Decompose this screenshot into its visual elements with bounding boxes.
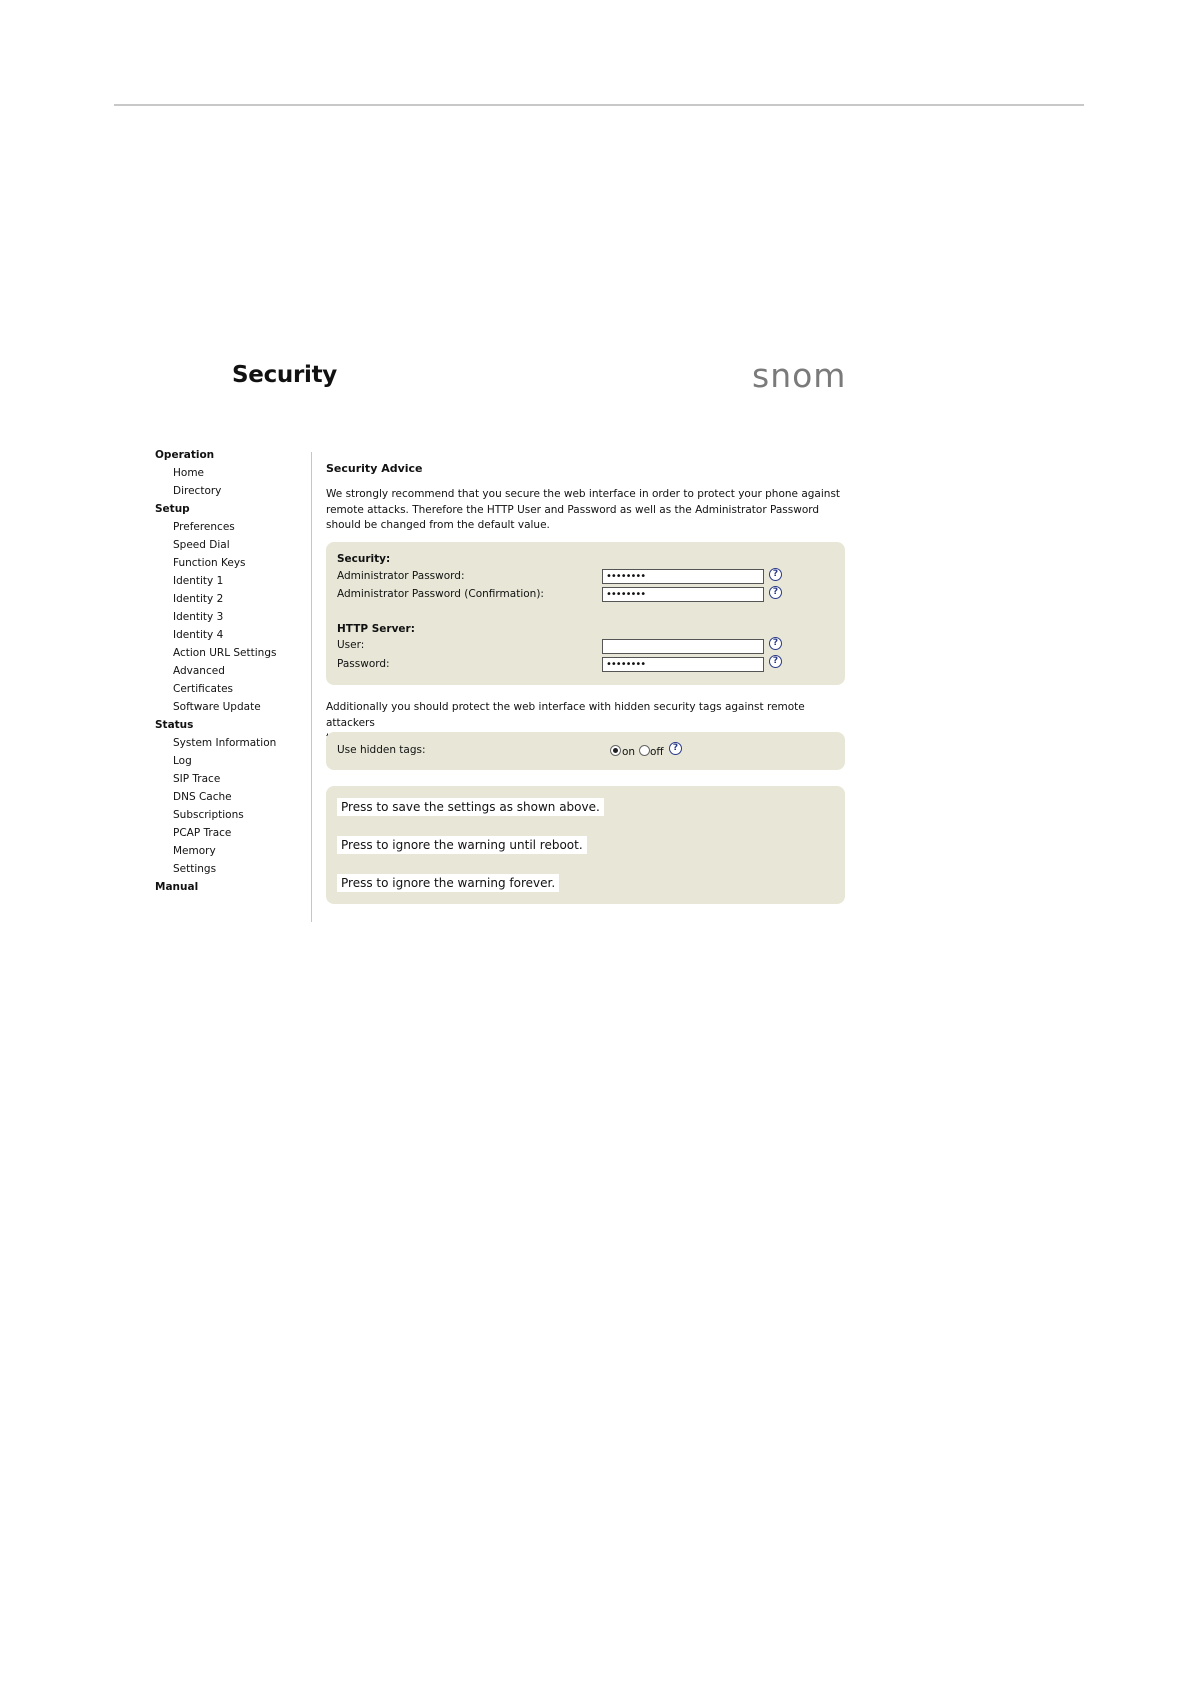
security-advice-text [326, 487, 845, 534]
sidebar-divider [311, 452, 312, 922]
header-rule [114, 104, 1084, 106]
security-panel [326, 542, 845, 685]
http-password-label: Password: [337, 658, 390, 670]
actions-panel [326, 786, 845, 904]
help-icon[interactable]: ? [769, 568, 782, 581]
hidden-tags-panel [326, 732, 845, 770]
sidebar-section-operation[interactable]: Operation [155, 449, 215, 461]
http-password-input[interactable]: •••••••• [602, 657, 764, 672]
sidebar-item-system-information[interactable]: System Information [173, 737, 277, 749]
hidden-tags-off-label: off [650, 746, 664, 758]
help-icon[interactable]: ? [669, 742, 682, 755]
sidebar-item-directory[interactable]: Directory [173, 485, 222, 497]
sidebar-item-identity-3[interactable]: Identity 3 [173, 611, 224, 623]
sidebar-item-sip-trace[interactable]: SIP Trace [173, 773, 221, 785]
sidebar-item-settings[interactable]: Settings [173, 863, 217, 875]
advice-line: We strongly recommend that you secure the web interface in order to protect your phone against [326, 488, 841, 500]
sidebar-item-identity-1[interactable]: Identity 1 [173, 575, 224, 587]
page-title: Security [232, 362, 337, 388]
advice-line: should be changed from the default value. [326, 519, 550, 531]
save-settings-button[interactable]: Press to save the settings as shown above. [337, 798, 604, 816]
snom-logo: snom [752, 356, 847, 395]
sidebar-item-certificates[interactable]: Certificates [173, 683, 234, 695]
sidebar-section-status[interactable]: Status [155, 719, 194, 731]
sidebar-item-identity-2[interactable]: Identity 2 [173, 593, 224, 605]
advice-line: remote attacks. Therefore the HTTP User and Password as well as the Administrator Password [326, 503, 820, 516]
sidebar-section-manual[interactable]: Manual [155, 881, 199, 893]
hidden-tags-line: Additionally you should protect the web interface with hidden security tags against remote attackers [326, 701, 805, 729]
sidebar-item-pcap-trace[interactable]: PCAP Trace [173, 827, 232, 839]
hidden-tags-on-label: on [622, 746, 636, 758]
http-server-section-label: HTTP Server: [337, 623, 415, 635]
http-user-label: User: [337, 639, 365, 651]
sidebar-item-log[interactable]: Log [173, 755, 192, 767]
sidebar-item-speed-dial[interactable]: Speed Dial [173, 539, 230, 551]
sidebar-item-identity-4[interactable]: Identity 4 [173, 629, 224, 641]
sidebar-item-advanced[interactable]: Advanced [173, 665, 225, 677]
security-section-label: Security: [337, 553, 391, 565]
sidebar-item-dns-cache[interactable]: DNS Cache [173, 791, 232, 803]
sidebar-item-subscriptions[interactable]: Subscriptions [173, 809, 244, 821]
hidden-tags-on-radio[interactable] [610, 745, 621, 756]
help-icon[interactable]: ? [769, 586, 782, 599]
sidebar-item-memory[interactable]: Memory [173, 845, 216, 857]
help-icon[interactable]: ? [769, 655, 782, 668]
sidebar-item-preferences[interactable]: Preferences [173, 521, 235, 533]
sidebar-item-software-update[interactable]: Software Update [173, 701, 261, 713]
sidebar-item-action-url-settings[interactable]: Action URL Settings [173, 647, 277, 659]
help-icon[interactable]: ? [769, 637, 782, 650]
sidebar-item-function-keys[interactable]: Function Keys [173, 557, 246, 569]
section-heading: Security Advice [326, 462, 423, 475]
sidebar-nav [155, 446, 305, 896]
sidebar-section-setup[interactable]: Setup [155, 503, 190, 515]
http-user-input[interactable] [602, 639, 764, 654]
ignore-until-reboot-button[interactable]: Press to ignore the warning until reboot. [337, 836, 587, 854]
sidebar-item-home[interactable]: Home [173, 467, 205, 479]
main-content [326, 455, 845, 534]
hidden-tags-off-radio[interactable] [639, 745, 650, 756]
hidden-tags-label: Use hidden tags: [337, 744, 426, 756]
ignore-forever-button[interactable]: Press to ignore the warning forever. [337, 874, 559, 892]
admin-password-confirm-input[interactable]: •••••••• [602, 587, 764, 602]
admin-password-label: Administrator Password: [337, 570, 465, 582]
admin-password-input[interactable]: •••••••• [602, 569, 764, 584]
admin-password-confirm-label: Administrator Password (Confirmation): [337, 588, 544, 600]
